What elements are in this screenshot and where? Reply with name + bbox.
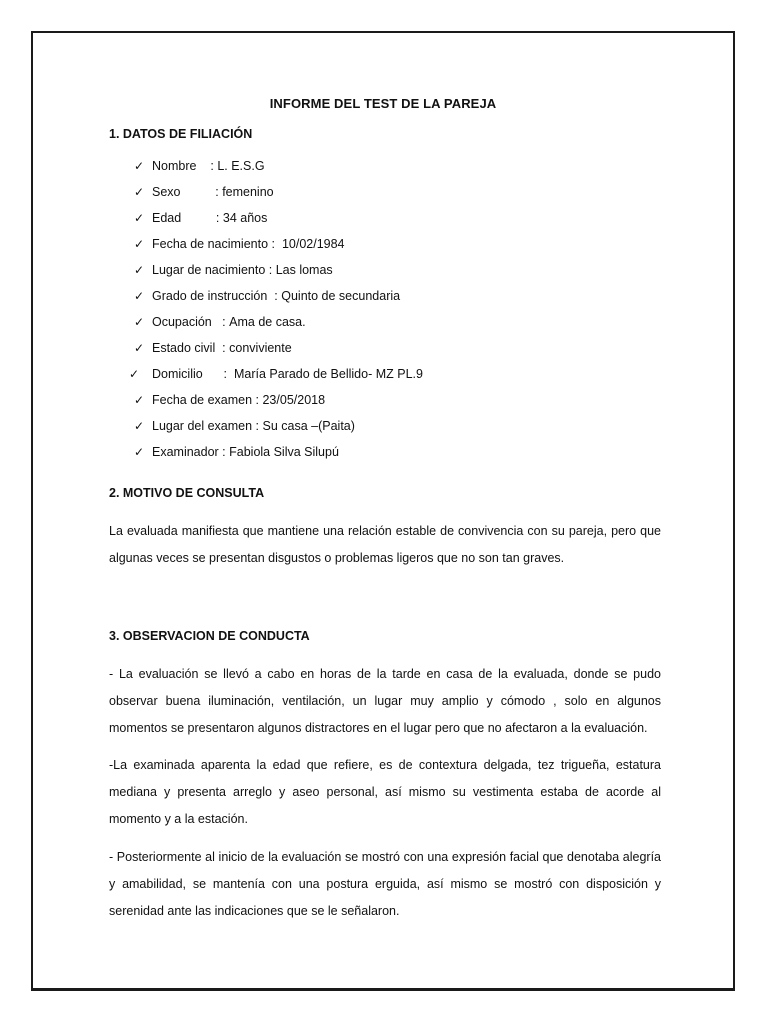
field-value: 34 años (222, 211, 268, 225)
field-separator: : (265, 263, 276, 277)
field-grado-instruccion (134, 287, 423, 313)
field-separator: : (202, 367, 234, 381)
field-label: Examinador (152, 445, 219, 459)
section-heading-motivo-consulta: 2. MOTIVO DE CONSULTA (109, 486, 265, 500)
field-label: Edad (152, 211, 182, 225)
field-separator: : (180, 185, 223, 199)
field-fecha-nacimiento (134, 235, 423, 261)
field-separator: : (196, 159, 218, 173)
checkmark-icon: ✓ (134, 445, 145, 459)
checkmark-icon: ✓ (134, 159, 145, 173)
field-separator: : (267, 289, 282, 303)
field-separator: : (268, 237, 282, 251)
field-label: Fecha de nacimiento (152, 237, 269, 251)
field-value: 10/02/1984 (281, 237, 345, 251)
field-lugar-examen (134, 417, 423, 443)
field-estado-civil (134, 339, 423, 365)
field-separator: : (211, 315, 230, 329)
field-label: Lugar del examen (152, 419, 253, 433)
field-nombre (134, 157, 423, 183)
field-value: Su casa –(Paita) (262, 419, 355, 433)
checkmark-icon: ✓ (134, 341, 145, 355)
field-sexo (134, 183, 423, 209)
field-separator: : (215, 341, 230, 355)
field-label: Domicilio (152, 367, 203, 381)
checkmark-icon: ✓ (134, 393, 145, 407)
field-separator: : (181, 211, 223, 225)
field-label: Fecha de examen (152, 393, 253, 407)
field-ocupacion (134, 313, 423, 339)
field-value: María Parado de Bellido- MZ PL.9 (233, 367, 423, 381)
checkmark-icon: ✓ (129, 367, 140, 381)
field-label: Ocupación (152, 315, 212, 329)
section-heading-datos-filiacion: 1. DATOS DE FILIACIÓN (109, 127, 253, 141)
checkmark-icon: ✓ (134, 237, 145, 251)
motivo-consulta-paragraph: La evaluada manifiesta que mantiene una relación estable de convivencia con su pareja, pero que algunas veces se presentan disgustos o problemas ligeros que no son tan graves. (109, 524, 661, 565)
field-domicilio (129, 365, 423, 391)
field-label: Grado de instrucción (152, 289, 268, 303)
field-fecha-examen (134, 391, 423, 417)
field-value: femenino (222, 185, 274, 199)
field-edad (134, 209, 423, 235)
filiation-fields-list (129, 157, 423, 469)
field-separator: : (252, 419, 263, 433)
field-separator: : (218, 445, 230, 459)
observacion-paragraph-3: - Posteriormente al inicio de la evaluación se mostró con una expresión facial que denotaba alegría y amabilidad, se mantenía con una postura erguida, así mismo se mostró con disposición y serenidad ante las indicaciones que se le señalaron. (109, 850, 661, 918)
checkmark-icon: ✓ (134, 419, 145, 433)
field-label: Lugar de nacimiento (152, 263, 266, 277)
document-title: INFORME DEL TEST DE LA PAREJA (269, 96, 497, 111)
observacion-paragraph-2: -La examinada aparenta la edad que refiere, es de contextura delgada, tez trigueña, estatura mediana y presenta arreglo y aseo personal, así mismo su vestimenta estaba de acorde al momento y a la estación. (109, 758, 661, 826)
field-label: Estado civil (152, 341, 216, 355)
field-lugar-nacimiento (134, 261, 423, 287)
field-value: Las lomas (275, 263, 333, 277)
checkmark-icon: ✓ (134, 289, 145, 303)
field-separator: : (252, 393, 263, 407)
field-value: Ama de casa. (229, 315, 306, 329)
field-value: Fabiola Silva Silupú (229, 445, 339, 459)
checkmark-icon: ✓ (134, 315, 145, 329)
field-value: conviviente (229, 341, 292, 355)
observacion-paragraph-1: - La evaluación se llevó a cabo en horas de la tarde en casa de la evaluada, donde se pudo observar buena iluminación, ventilación, un lugar muy amplio y cómodo , solo en algunos momentos se presentaron algunos distractores en el lugar pero que no afectaron a la evaluación. (109, 667, 661, 735)
checkmark-icon: ✓ (134, 211, 145, 225)
document-page (31, 31, 735, 991)
section-heading-observacion-conducta: 3. OBSERVACION DE CONDUCTA (109, 629, 310, 643)
checkmark-icon: ✓ (134, 185, 145, 199)
field-label: Sexo (152, 185, 181, 199)
field-value: Quinto de secundaria (281, 289, 401, 303)
field-label: Nombre (152, 159, 197, 173)
field-value: 23/05/2018 (262, 393, 326, 407)
field-value: L. E.S.G (217, 159, 265, 173)
field-examinador (134, 443, 423, 469)
checkmark-icon: ✓ (134, 263, 145, 277)
